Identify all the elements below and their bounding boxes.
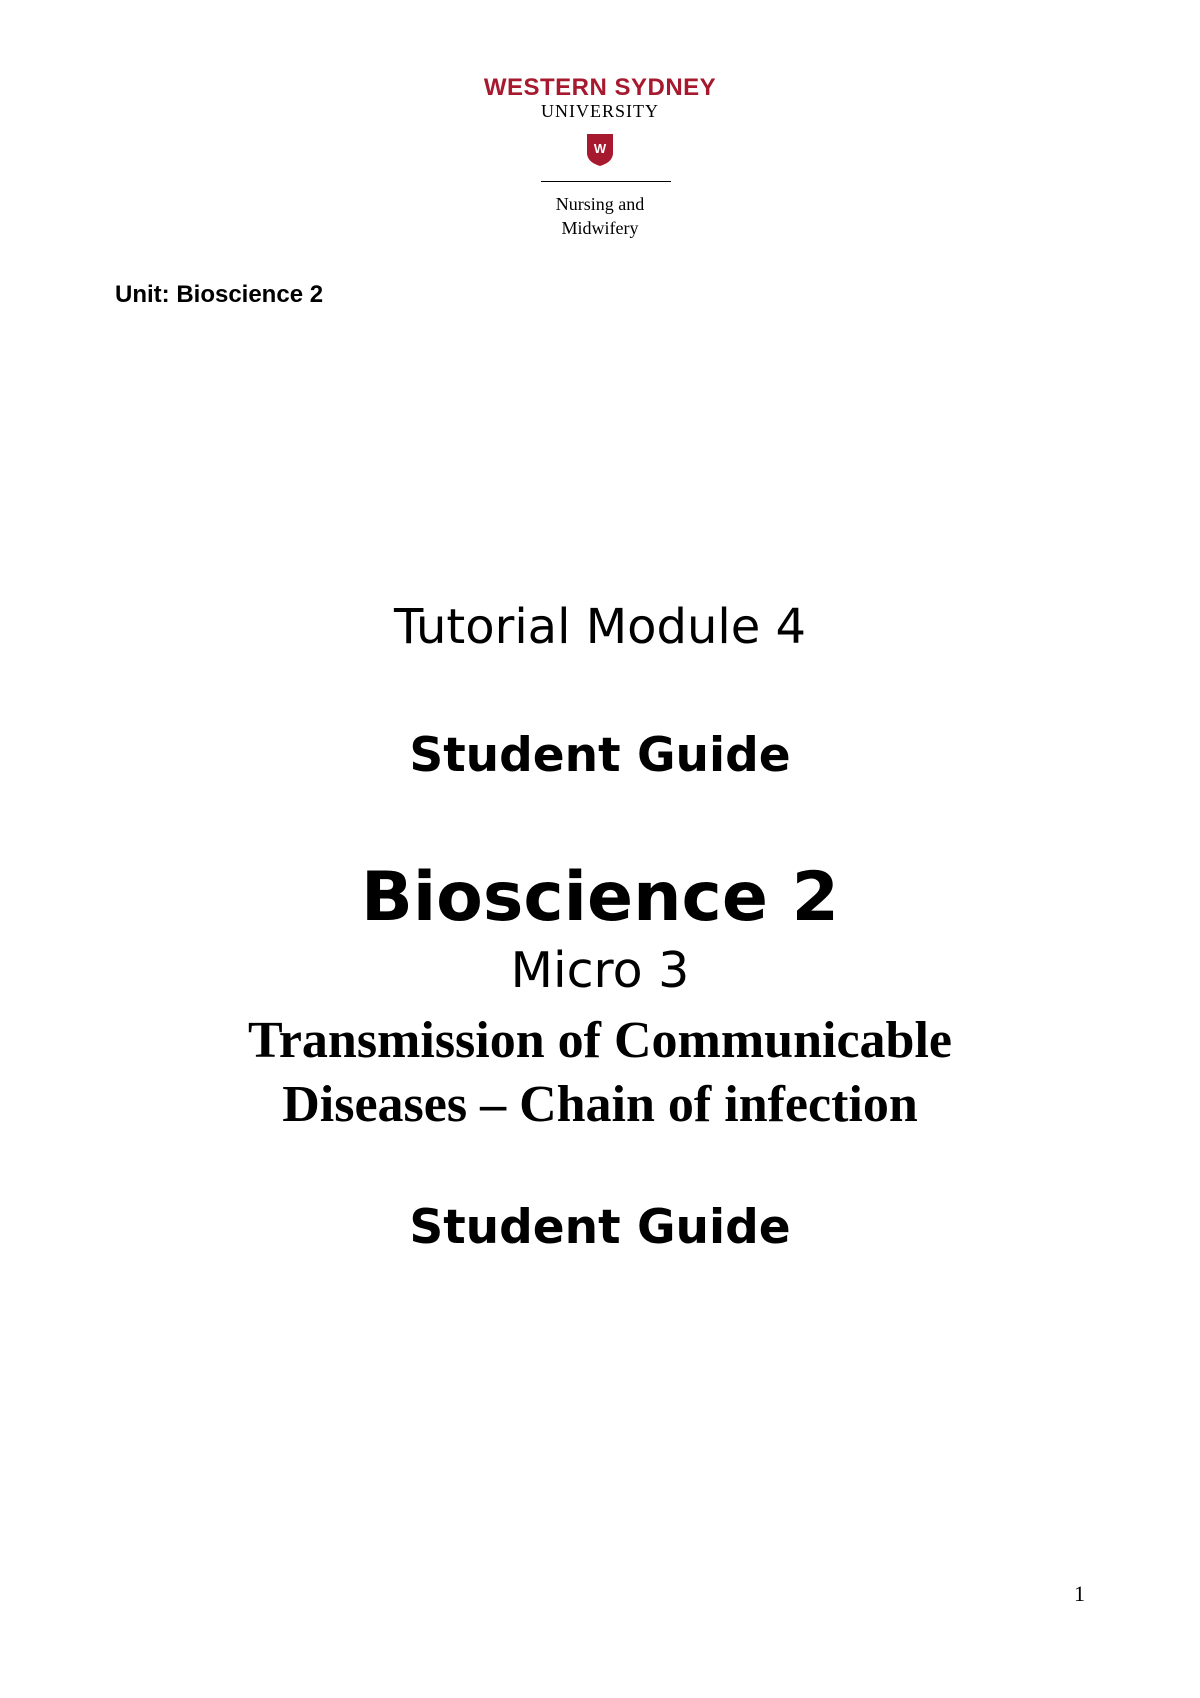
page-number: 1: [1074, 1581, 1085, 1606]
university-logo: [0, 0, 1200, 260]
unit-title: Bioscience 2: [361, 858, 839, 937]
micro-subtitle: Micro 3: [510, 942, 690, 999]
faculty-line-1: Nursing and: [555, 194, 645, 214]
student-guide-heading: Student Guide: [409, 728, 791, 783]
logo-university-text: UNIVERSITY: [541, 101, 659, 121]
faculty-line-2: Midwifery: [561, 218, 639, 238]
university-shield-icon: [586, 133, 614, 167]
logo-divider: [541, 181, 671, 182]
faculty-name: [0, 192, 1200, 240]
topic-title-line-1: Transmission of Communicable: [248, 1012, 952, 1069]
shield-letter: W: [593, 141, 607, 156]
logo-wordmark: WESTERN SYDNEY: [483, 74, 717, 101]
unit-label: Unit: Bioscience 2: [115, 281, 324, 308]
student-guide-footer-heading: Student Guide: [409, 1200, 791, 1255]
tutorial-module-heading: Tutorial Module 4: [393, 599, 807, 655]
topic-title-line-2: Diseases – Chain of infection: [282, 1076, 918, 1133]
